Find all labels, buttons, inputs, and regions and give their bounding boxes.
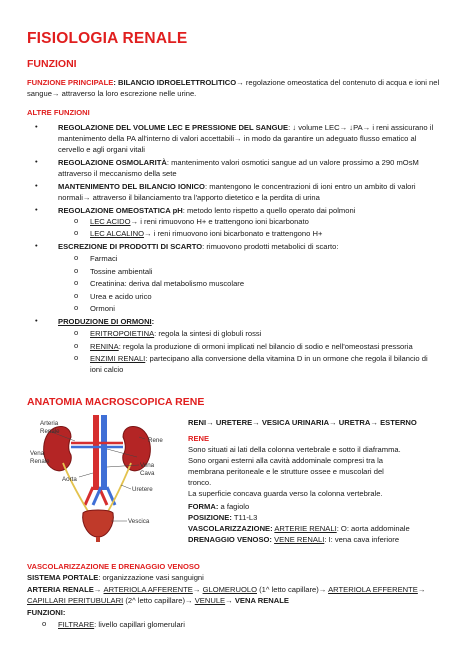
list-item: MANTENIMENTO DEL BILANCIO IONICO: mantengono le concentrazioni di ioni entro un ambito di valori normali→ attraverso il bilanciamento tra l'apporto dietetico e la perdita di urina xyxy=(58,182,416,202)
label-vena-renale: Renale xyxy=(30,458,50,465)
funzioni-item: FILTRARE: livello capillari glomerulari xyxy=(58,620,185,629)
label-rene: Rene xyxy=(148,437,163,444)
sub-bullet: o xyxy=(74,228,79,237)
label-aorta: Aorta xyxy=(62,476,77,483)
sub-bullet: o xyxy=(74,303,79,312)
sub-list-item: LEC ALCALINO→ i reni rimuovono ioni bicarbonato e trattengono H+ xyxy=(90,229,323,238)
sub-bullet: o xyxy=(74,353,79,362)
flow-line: RENI→ URETERE→ VESICA URINARIA→ URETRA→ ESTERNO xyxy=(188,418,417,427)
funzione-principale-label: FUNZIONE PRINCIPALE xyxy=(27,78,114,87)
bladder xyxy=(83,510,114,537)
label-arteria-renale: Renale xyxy=(40,428,60,435)
sub-bullet: o xyxy=(74,341,79,350)
sub-bullet: o xyxy=(74,266,79,275)
rene-heading: RENE xyxy=(188,434,210,443)
label-vena: Vena xyxy=(30,450,45,457)
sub-list-item: ERITROPOIETINA: regola la sintesi di globuli rossi xyxy=(90,329,262,338)
sub-list-item: Creatinina: deriva dal metabolismo muscolare xyxy=(90,279,245,288)
bullet-dot: • xyxy=(35,157,38,166)
vascolarizzazione-heading: VASCOLARIZZAZIONE E DRENAGGIO VENOSO xyxy=(27,562,200,571)
arteria-flow-paragraph: ARTERIA RENALE→ ARTERIOLA AFFERENTE→ GLOMERUOLO (1^ letto capillare)→ ARTERIOLA EFFERENTE→ CAPILLARI PERITUBULARI (2^ letto capillare)→ VENULE→ VENA RENALE xyxy=(27,585,426,605)
sub-bullet: o xyxy=(74,278,79,287)
list-item: REGOLAZIONE OMEOSTATICA pH: metodo lento rispetto a quello operato dai polmoni xyxy=(58,206,356,215)
sub-bullet: o xyxy=(74,216,79,225)
list-item: PRODUZIONE DI ORMONI: xyxy=(58,317,155,326)
sub-list-item: Tossine ambientali xyxy=(90,267,153,276)
ureter-right xyxy=(107,463,131,513)
sub-list-item: ENZIMI RENALI: partecipano alla conversione della vitamina D in un ormone che regola il bilancio di ioni calcio xyxy=(90,354,428,374)
page-title: FISIOLOGIA RENALE xyxy=(27,30,188,47)
posizione-line: POSIZIONE: T11-L3 xyxy=(188,513,258,522)
forma-line: FORMA: a fagiolo xyxy=(188,502,250,511)
label-arteria: Arteria xyxy=(40,420,59,427)
label-vena-cava-1: Vena xyxy=(140,462,155,469)
sub-bullet: o xyxy=(74,291,79,300)
list-item: ESCREZIONE DI PRODOTTI DI SCARTO: rimuovono prodotti metabolici di scarto: xyxy=(58,242,339,251)
rene-description: Sono situati ai lati della colonna vertebrale e sotto il diaframma. Sono organi esterni alla cavità addominale compresi tra la membrana peritoneale e le strutture ossee e muscolari del tronco. La superficie concava guarda verso la colonna vertebrale. xyxy=(188,445,401,498)
label-uretere: Uretere xyxy=(132,486,153,493)
sub-list-item: RENINA: regola la produzione di ormoni implicati nel bilancio di sodio e nell'omeostasi pressoria xyxy=(90,342,413,351)
bullet-dot: • xyxy=(35,316,38,325)
sub-bullet: o xyxy=(74,328,79,337)
list-item: REGOLAZIONE DEL VOLUME LEC E PRESSIONE DEL SANGUE: ↓ volume LEC→ ↓PA→ i reni assicurano il mantenimento della PA all'interno di valori accettabili→ in modo da garantire un adeguato flusso ematico al cervello e agli organi vitali xyxy=(58,123,434,154)
bullet-dot: • xyxy=(35,205,38,214)
funzione-principale-paragraph: FUNZIONE PRINCIPALE: BILANCIO IDROELETTROLITICO→ regolazione omeostatica del contenuto di acqua e ioni nel sangue→ attraverso la loro escrezione nelle urine. xyxy=(27,78,440,98)
sub-bullet: o xyxy=(74,253,79,262)
vascolarizzazione-line: VASCOLARIZZAZIONE: ARTERIE RENALI: O: aorta addominale xyxy=(188,524,410,533)
bullet-dot: • xyxy=(35,241,38,250)
vena-cava-vessel xyxy=(101,415,107,490)
funzioni-label: FUNZIONI: xyxy=(27,608,66,617)
sub-list-item: Urea e acido urico xyxy=(90,292,152,301)
aorta-vessel xyxy=(93,415,99,490)
list-item: REGOLAZIONE OSMOLARITÀ: mantenimento valori osmotici sangue ad un valore prossimo a 290 mOsM attraverso il meccanismo della sete xyxy=(58,158,419,178)
sub-list-item: Farmaci xyxy=(90,254,118,263)
label-vena-cava-2: Cava xyxy=(140,470,155,477)
label-vescica: Vescica xyxy=(128,518,150,525)
bullet-dot: • xyxy=(35,181,38,190)
sub-bullet: o xyxy=(42,619,47,628)
drenaggio-line: DRENAGGIO VENOSO: VENE RENALI: I: vena cava inferiore xyxy=(188,535,400,544)
sub-list-item: Ormoni xyxy=(90,304,115,313)
funzioni-heading: FUNZIONI xyxy=(27,58,77,70)
sistema-portale-line: SISTEMA PORTALE: organizzazione vasi sanguigni xyxy=(27,573,204,582)
sub-list-item: LEC ACIDO→ i reni rimuovono H+ e trattengono ioni bicarbonato xyxy=(90,217,309,226)
altre-funzioni-heading: ALTRE FUNZIONI xyxy=(27,108,90,117)
ureter-left xyxy=(63,463,89,513)
bullet-dot: • xyxy=(35,122,38,131)
bilancio-label: BILANCIO IDROELETTROLITICO xyxy=(118,78,237,87)
anatomia-heading: ANATOMIA MACROSCOPICA RENE xyxy=(27,396,205,408)
